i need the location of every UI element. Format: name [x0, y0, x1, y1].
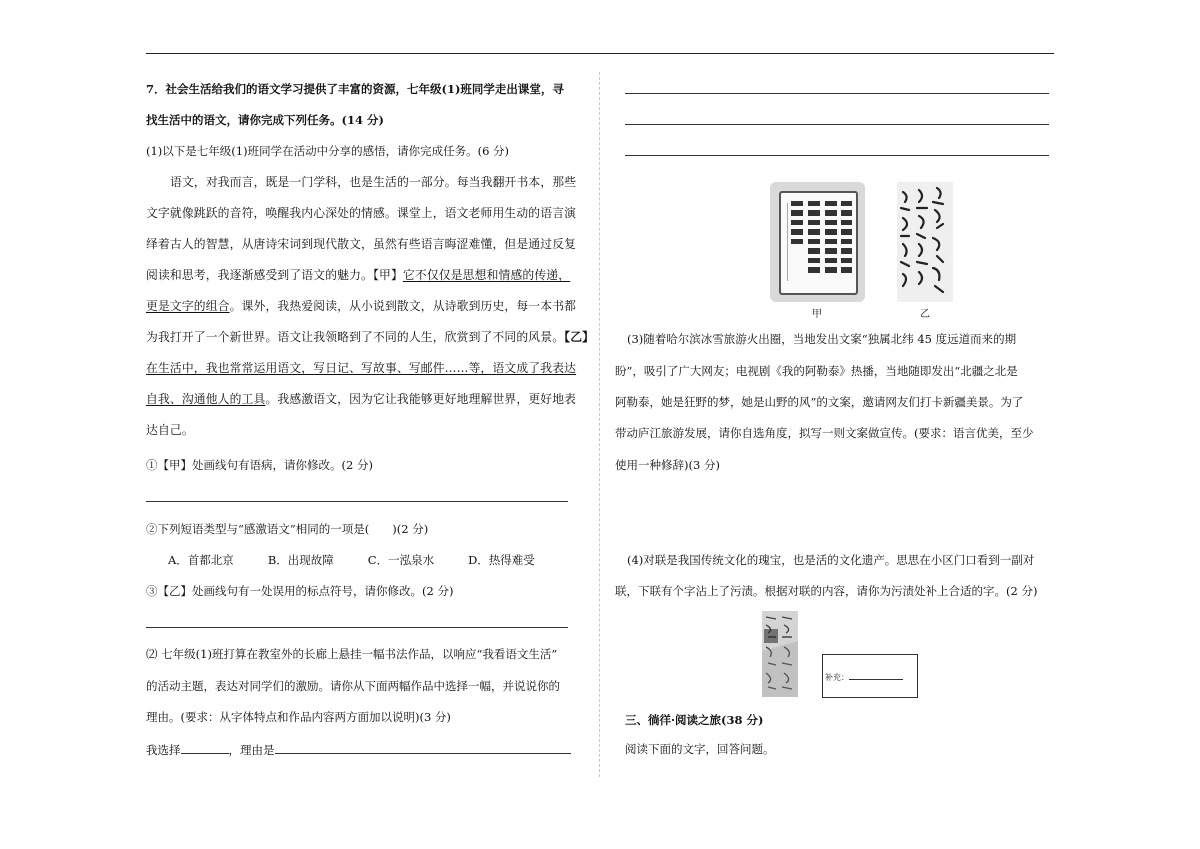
essay-line8: [146, 391, 576, 407]
reason-blank[interactable]: [275, 741, 571, 754]
part3-line4: 带动庐江旅游发展，请你自选角度，拟写一则文案做宣传。(要求：语言优美，至少: [615, 426, 1034, 440]
calligraphy-yi-glyphs: [897, 182, 953, 302]
couplet-image: [762, 611, 798, 697]
yi-underlined-b: 自我、沟通他人的工具: [146, 392, 266, 406]
essay-line6-plain: 为我打开了一个新世界。语文让我领略到了不同的人生，欣赏到了不同的风景。: [146, 330, 565, 344]
essay-line4-plain: 阅读和思考，我逐渐感受到了语文的魅力。【甲】: [146, 268, 403, 282]
part1-intro: (1)以下是七年级(1)班同学在活动中分享的感悟，请你完成任务。(6 分): [146, 144, 510, 158]
part3-line3: 阿勒泰，她是狂野的梦，她是山野的风”的文案，邀请网友们打卡新疆美景。为了: [615, 395, 1024, 409]
supplement-label: 补充：: [825, 673, 849, 682]
calligraphy-jia-image: [770, 182, 865, 302]
calligraphy-yi-image: [897, 182, 953, 302]
subq2: ②下列短语类型与“感激语文”相同的一项是( )(2 分): [146, 522, 429, 536]
essay-line6: [146, 329, 594, 345]
essay-line3: 绎着古人的智慧，从唐诗宋词到现代散文，虽然有些语言晦涩难懂，但是通过反复: [146, 237, 577, 251]
couplet-glyphs: [762, 611, 798, 697]
part3-line5: 使用一种修辞)(3 分): [615, 458, 720, 472]
option-c[interactable]: C．一泓泉水: [367, 553, 435, 567]
reason-label: ，理由是: [228, 743, 275, 757]
calligraphy-yi-label: 乙: [920, 309, 930, 320]
section3-title: 三、徜徉·阅读之旅(38 分): [625, 713, 764, 727]
essay-line5: [146, 298, 576, 314]
answer-line-r2[interactable]: [625, 124, 1049, 125]
part2-line3: 理由。(要求：从字体特点和作品内容两方面加以说明)(3 分): [146, 710, 451, 724]
q7-title-line1: 7．社会生活给我们的语文学习提供了丰富的资源，七年级(1)班同学走出课堂，寻: [146, 82, 564, 96]
option-b[interactable]: B．出现故障: [267, 553, 334, 567]
supplement-blank[interactable]: [849, 671, 903, 680]
essay-line2: 文字就像跳跃的音符，唤醒我内心深处的情感。课堂上，语文老师用生动的语言演: [146, 206, 577, 220]
essay-line1: 语文，对我而言，既是一门学科，也是生活的一部分。每当我翻开书本，那些: [170, 175, 577, 189]
yi-marker: 【乙】: [564, 330, 595, 344]
essay-line8-plain: 。我感激语文，因为它让我能够更好地理解世界，更好地表: [265, 392, 577, 406]
reading-intro: 阅读下面的文字，回答问题。: [625, 742, 775, 756]
option-a[interactable]: A．首都北京: [168, 553, 234, 567]
column-divider: [599, 72, 600, 777]
jia-underlined-a: 它不仅仅是思想和情感的传递，: [402, 268, 571, 282]
answer-line-3[interactable]: [146, 627, 568, 628]
yi-underlined-a: 在生活中，我也常常运用语文，写日记、写故事、写邮件……等，语文成了我表达: [146, 361, 577, 375]
essay-line5-plain: 。课外，我热爱阅读，从小说到散文，从诗歌到历史，每一本书都: [229, 299, 577, 313]
part2-line1: ⑵ 七年级(1)班打算在教室外的长廊上悬挂一幅书法作品，以响应“我看语文生活”: [146, 647, 558, 661]
choose-label: 我选择: [146, 743, 181, 757]
q7-title-line2: 找生活中的语文，请你完成下列任务。(14 分): [146, 113, 384, 127]
supplement-box: [822, 654, 918, 698]
answer-line-1[interactable]: [146, 501, 568, 502]
calligraphy-jia-glyphs: [781, 193, 856, 293]
part3-line1: (3)随着哈尔滨冰雪旅游火出圈，当地发出文案“独属北纬 45 度远道而来的期: [627, 332, 1017, 346]
subq1: ①【甲】处画线句有语病，请你修改。(2 分): [146, 458, 373, 472]
answer-line-r1[interactable]: [625, 93, 1049, 94]
part3-line2: 盼”，吸引了广大网友；电视剧《我的阿勒泰》热播，当地随即发出“北疆之北是: [615, 364, 1018, 378]
essay-line9: 达自己。: [146, 423, 194, 437]
jia-underlined-b: 更是文字的组合: [146, 299, 230, 313]
essay-line4: [146, 267, 570, 283]
header-rule: [146, 53, 1054, 54]
part2-line2: 的活动主题，表达对同学们的激励。请你从下面两幅作品中选择一幅，并说说你的: [146, 679, 560, 693]
answer-line-r3[interactable]: [625, 155, 1049, 156]
calligraphy-jia-frame: [779, 191, 858, 295]
supplement-line: [825, 671, 903, 683]
choice-blank[interactable]: [181, 741, 229, 754]
choice-line: [146, 741, 571, 758]
part4-line2: 联，下联有个字沾上了污渍。根据对联的内容，请你为污渍处补上合适的字。(2 分): [615, 584, 1038, 598]
part4-line1: (4)对联是我国传统文化的瑰宝，也是活的文化遗产。思思在小区门口看到一副对: [627, 553, 1035, 567]
options-row: [168, 552, 535, 568]
calligraphy-jia-label: 甲: [812, 309, 822, 320]
option-d[interactable]: D．热得难受: [468, 553, 535, 567]
subq3: ③【乙】处画线句有一处误用的标点符号，请你修改。(2 分): [146, 584, 454, 598]
